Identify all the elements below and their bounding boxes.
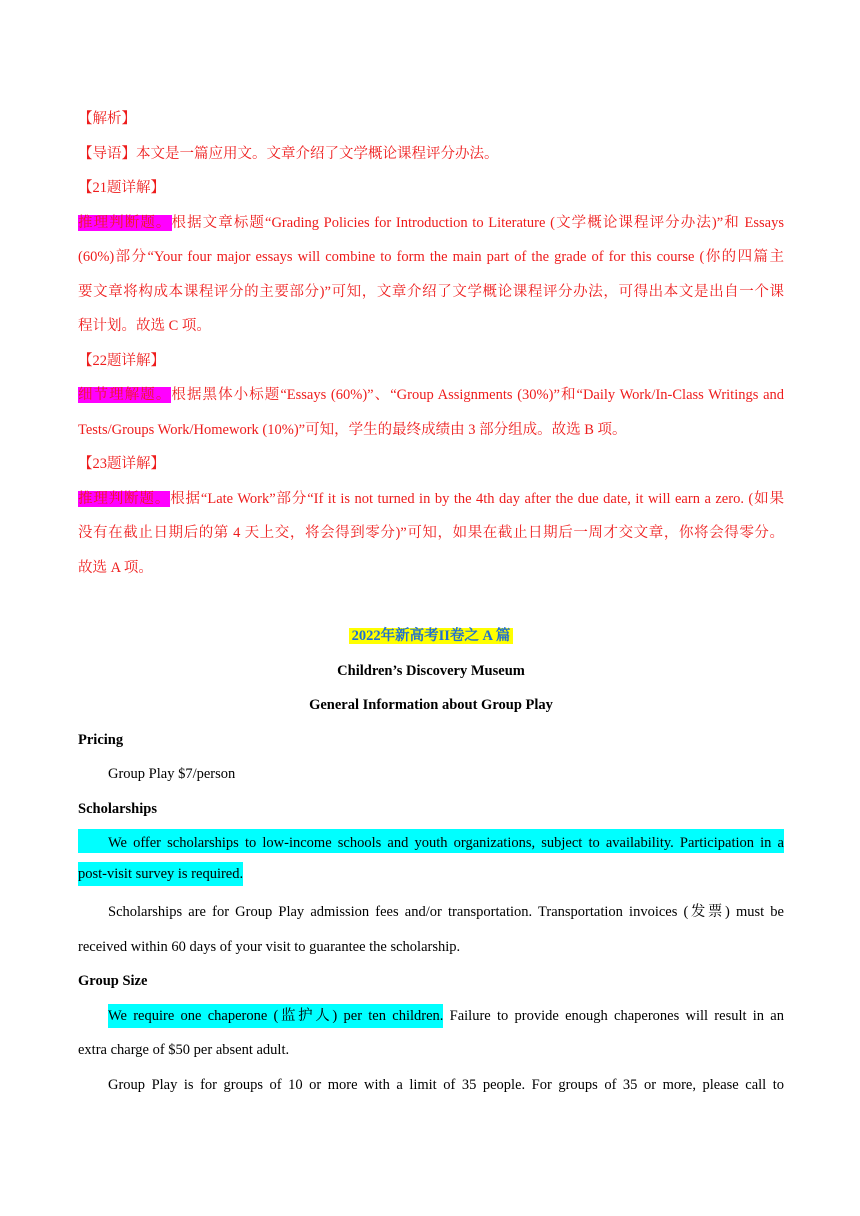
group-size-p1-rest: Failure to provide enough chaperones will result in an <box>443 1008 784 1024</box>
group-size-p1-line-2: extra charge of $50 per absent adult. <box>78 1042 290 1058</box>
q23-line-1 <box>78 489 784 509</box>
group-size-p2-line-1: Group Play is for groups of 10 or more with a limit of 35 people. For groups of 35 or more, please call to <box>108 1077 784 1093</box>
scholarships-heading: Scholarships <box>78 801 157 817</box>
q22-line-2: Tests/Groups Work/Homework (10%)”可知，学生的最终成绩由 3 部分组成。故选 B 项。 <box>78 422 627 438</box>
scholarships-p1-line-2-row <box>78 864 784 884</box>
q23-label: 【23题详解】 <box>78 456 165 472</box>
group-size-highlight: We require one chaperone (监护人) per ten children. <box>108 1004 443 1028</box>
group-size-p1-line-1 <box>78 1006 784 1026</box>
q21-line-3: 要文章将构成本课程评分的主要部分)”可知，文章介绍了文学概论课程评分办法，可得出本文是出自一个课 <box>78 284 784 300</box>
scholarships-p1-line-1: We offer scholarships to low-income schools and youth organizations, subject to availability. Participation in a <box>78 829 784 853</box>
q21-line-4: 程计划。故选 C 项。 <box>78 318 211 334</box>
q23-line-3: 故选 A 项。 <box>78 560 153 576</box>
passage-tag-row <box>78 626 784 646</box>
passage-tag: 2022年新高考II卷之 A 篇 <box>349 628 514 644</box>
q22-line-1 <box>78 385 784 405</box>
scholarships-p2-line-1: Scholarships are for Group Play admission fees and/or transportation. Transportation invoices (发票) must be <box>108 904 784 920</box>
q22-type-tag: 细节理解题。 <box>78 387 172 403</box>
passage-subtitle: General Information about Group Play <box>309 697 553 713</box>
pricing-heading: Pricing <box>78 732 124 748</box>
q21-line-1-text: 根据文章标题“Grading Policies for Introduction to Literature (文学概论课程评分办法)”和 Essays <box>171 215 785 231</box>
q22-line-1-text: 根据黑体小标题“Essays (60%)”、“Group Assignments (30%)”和“Daily Work/In-Class Writings and <box>171 387 785 403</box>
scholarships-p2-line-2: received within 60 days of your visit to guarantee the scholarship. <box>78 939 461 955</box>
q23-type-tag: 推理判断题。 <box>78 491 171 507</box>
passage-title: Children’s Discovery Museum <box>337 663 525 679</box>
pricing-text: Group Play $7/person <box>108 766 236 782</box>
analysis-heading: 【解析】 <box>78 111 136 127</box>
scholarships-p1-line-2: post-visit survey is required. <box>78 862 243 886</box>
q21-line-1 <box>78 213 784 233</box>
q21-line-2: (60%)部分“Your four major essays will combine to form the main part of the grade of for this course (你的四篇主 <box>78 249 784 265</box>
analysis-intro: 【导语】本文是一篇应用文。文章介绍了文学概论课程评分办法。 <box>78 146 499 162</box>
q23-line-1-text: 根据“Late Work”部分“If it is not turned in by the 4th day after the due date, it will earn a zero. (如果 <box>170 491 784 507</box>
q23-line-2: 没有在截止日期后的第 4 天上交，将会得到零分)”可知，如果在截止日期后一周才交文章，你将会得零分。 <box>78 525 784 541</box>
q21-label: 【21题详解】 <box>78 180 165 196</box>
q22-label: 【22题详解】 <box>78 353 165 369</box>
q21-type-tag: 推理判断题。 <box>78 215 172 231</box>
group-size-heading: Group Size <box>78 973 148 989</box>
